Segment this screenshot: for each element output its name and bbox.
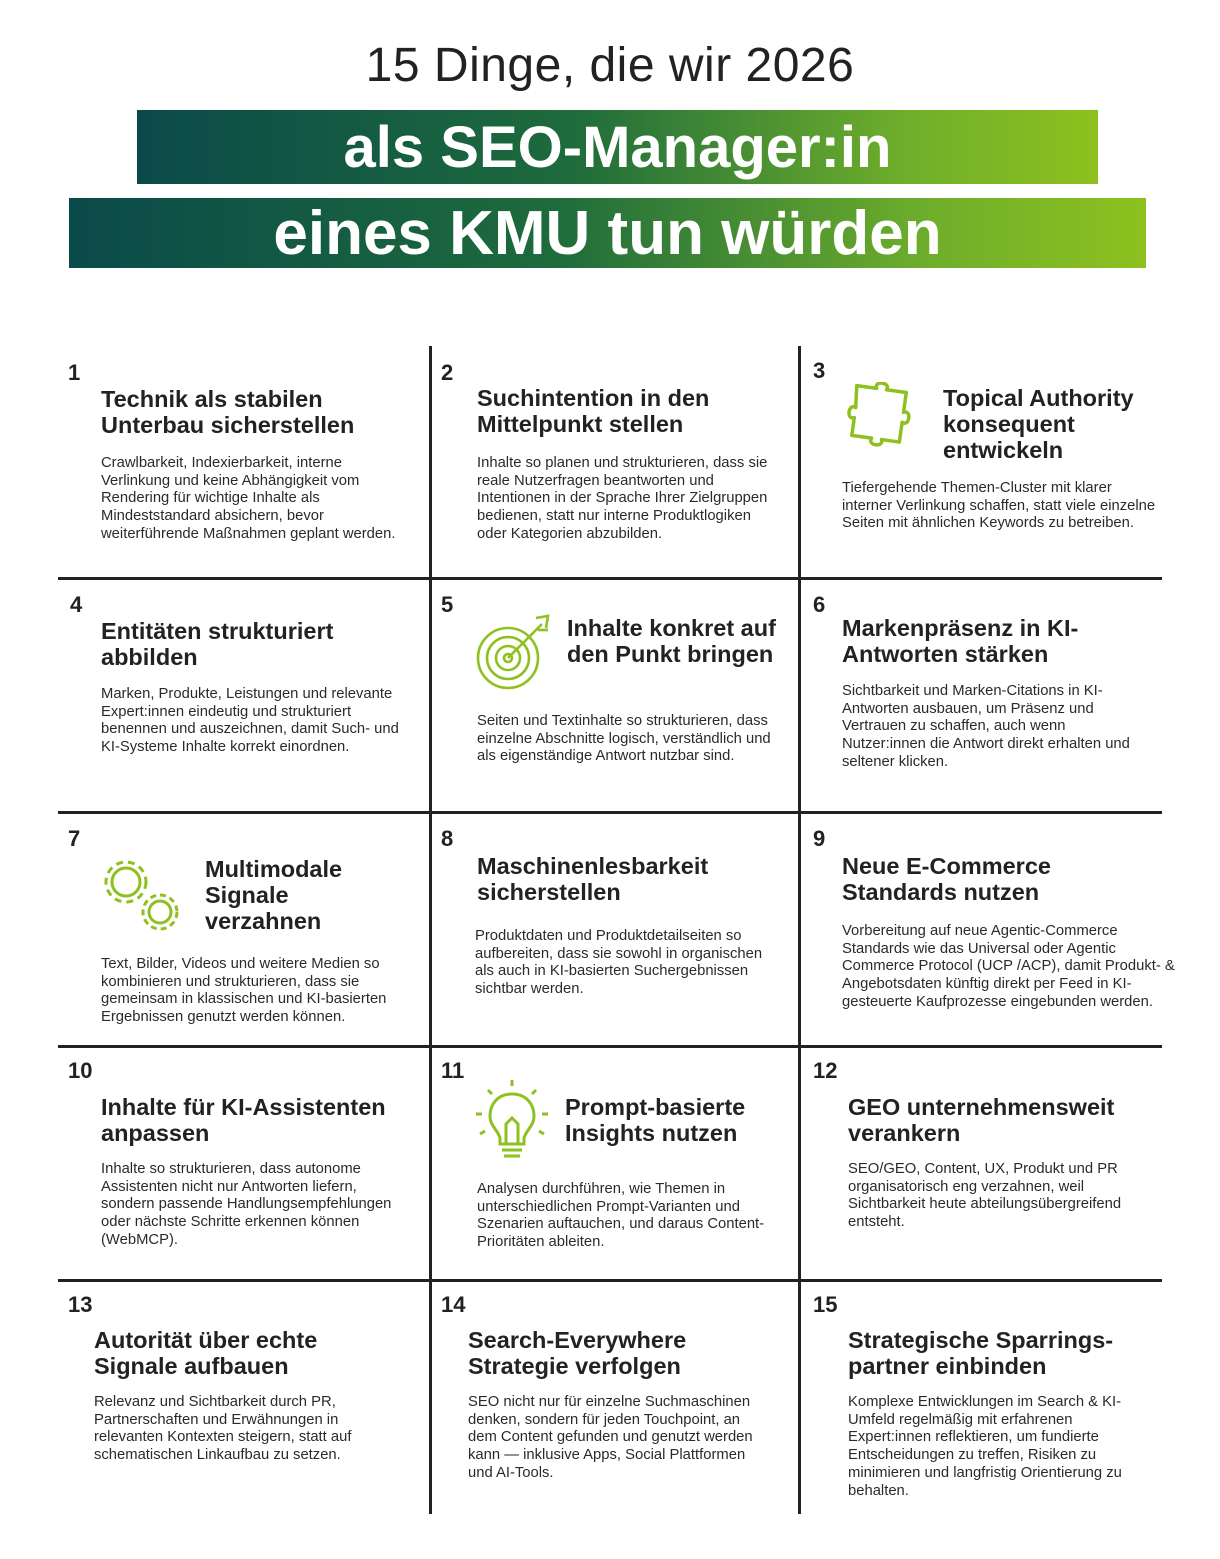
item-description: Relevanz und Sichtbarkeit durch PR, Partnerschaften und Erwähnungen in relevanten Kontexten steigern, statt auf schematischen Linkaufbau zu setzen. [94, 1394, 352, 1464]
grid-divider-row-3 [58, 1045, 1162, 1048]
gears-icon [98, 856, 188, 936]
item-title: Technik als stabilen Unterbau sicherstellen [101, 386, 355, 438]
item-number: 10 [68, 1058, 93, 1083]
item-number: 1 [68, 360, 81, 385]
item-number: 9 [813, 826, 826, 851]
item-description: Analysen durchführen, wie Themen in unterschiedlichen Prompt-Varianten und Szenarien auftauchen, und daraus Content-Prioritäten ableiten. [477, 1181, 765, 1251]
item-title: Strategische Sparrings-partner einbinden [848, 1327, 1114, 1379]
item-number: 7 [68, 826, 81, 851]
item-description: Komplexe Entwicklungen im Search & KI-Umfeld regelmäßig mit erfahrenen Expert:innen reflektieren, um fundierte Entscheidungen zu treffen, Risiken zu minimieren und langfristig Orientierung zu behalten. [848, 1394, 1122, 1499]
item-number: 11 [441, 1058, 465, 1083]
item-number: 12 [813, 1058, 838, 1083]
item-title: Topical Authority konsequent entwickeln [943, 385, 1134, 463]
item-description: Inhalte so planen und strukturieren, dass sie reale Nutzerfragen beantworten und Intentionen in der Sprache Ihrer Zielgruppen bedienen, statt nur interne Produktlogiken oder Kategorien abzubilden. [477, 455, 768, 542]
item-description: SEO/GEO, Content, UX, Produkt und PR organisatorisch eng verzahnen, weil Sichtbarkeit heute abteilungsübergreifend entsteht. [848, 1161, 1122, 1231]
item-number: 8 [441, 826, 454, 851]
item-title: GEO unternehmensweit verankern [848, 1094, 1115, 1146]
target-icon [472, 612, 554, 694]
item-title: Entitäten strukturiert abbilden [101, 618, 334, 670]
item-description: Tiefergehende Themen-Cluster mit klarer interner Verlinkung schaffen, statt viele einzelne Seiten mit ähnlichen Keywords zu betreiben. [842, 480, 1156, 532]
item-number: 15 [813, 1292, 838, 1317]
lightbulb-icon [474, 1078, 550, 1164]
item-title: Maschinenlesbarkeit sicherstellen [477, 853, 709, 905]
item-title: Multimodale Signale verzahnen [205, 856, 343, 934]
item-title: Neue E-Commerce Standards nutzen [842, 853, 1051, 905]
item-number: 13 [68, 1292, 93, 1317]
grid-divider-row-1 [58, 577, 1162, 580]
grid-divider-vertical-right [798, 346, 801, 1514]
item-description: Inhalte so strukturieren, dass autonome Assistenten nicht nur Antworten liefern, sondern passende Handlungsempfehlungen oder nächste Schritte erkennen können (WebMCP). [101, 1161, 392, 1248]
title-band-bottom: eines KMU tun würden [69, 198, 1146, 268]
item-title: Search-Everywhere Strategie verfolgen [468, 1327, 687, 1379]
item-title: Inhalte für KI-Assistenten anpassen [101, 1094, 386, 1146]
item-description: Seiten und Textinhalte so strukturieren, dass einzelne Abschnitte logisch, verständlich und als eigenständige Antwort nutzbar sind. [477, 713, 771, 765]
item-description: Marken, Produkte, Leistungen und relevante Expert:innen eindeutig und strukturiert benennen und auszeichnen, damit Such- und KI-Systeme Inhalte korrekt einordnen. [101, 686, 399, 756]
item-title: Suchintention in den Mittelpunkt stellen [477, 385, 710, 437]
grid-divider-vertical-left [429, 346, 432, 1514]
item-number: 6 [813, 592, 826, 617]
item-description: SEO nicht nur für einzelne Suchmaschinen denken, sondern für jeden Touchpoint, an dem Content gefunden und genutzt werden kann — inklusive Apps, Social Plattformen und AI-Tools. [468, 1394, 753, 1481]
item-number: 3 [813, 358, 826, 383]
item-description: Crawlbarkeit, Indexierbarkeit, interne Verlinkung und keine Abhängigkeit vom Rendering für wichtige Inhalte als Mindeststandard absichern, bevor weiterführende Maßnahmen geplant werden. [101, 455, 396, 542]
item-number: 2 [441, 360, 454, 385]
item-title: Autorität über echte Signale aufbauen [94, 1327, 318, 1379]
item-number: 4 [70, 592, 83, 617]
page-pretitle: 15 Dinge, die wir 2026 [365, 39, 855, 92]
grid-divider-row-2 [58, 811, 1162, 814]
item-number: 5 [441, 592, 454, 617]
item-description: Text, Bilder, Videos und weitere Medien so kombinieren und strukturieren, dass sie gemeinsam in klassischen und KI-basierten Ergebnissen genutzt werden können. [101, 956, 387, 1026]
item-description: Sichtbarkeit und Marken-Citations in KI-Antworten ausbauen, um Präsenz und Vertrauen zu schaffen, auch wenn Nutzer:innen die Antwort direkt erhalten und seltener klicken. [842, 683, 1130, 770]
grid-divider-row-4 [58, 1279, 1162, 1282]
item-title: Prompt-basierte Insights nutzen [565, 1094, 746, 1146]
item-number: 14 [441, 1292, 466, 1317]
puzzle-icon [846, 382, 926, 466]
item-description: Vorbereitung auf neue Agentic-Commerce Standards wie das Universal oder Agentic Commerce Protocol (UCP /ACP), damit Produkt- & Angebotsdaten künftig direkt per Feed in KI-gesteuerte Kaufprozesse eingebunden werden. [842, 923, 1175, 1010]
item-title: Markenpräsenz in KI-Antworten stärken [842, 615, 1079, 667]
title-band-top: als SEO-Manager:in [137, 110, 1098, 184]
item-title: Inhalte konkret auf den Punkt bringen [567, 615, 776, 667]
item-description: Produktdaten und Produktdetailseiten so aufbereiten, dass sie sowohl in organischen als auch in KI-basierten Suchergebnissen sichtbar werden. [475, 928, 763, 998]
